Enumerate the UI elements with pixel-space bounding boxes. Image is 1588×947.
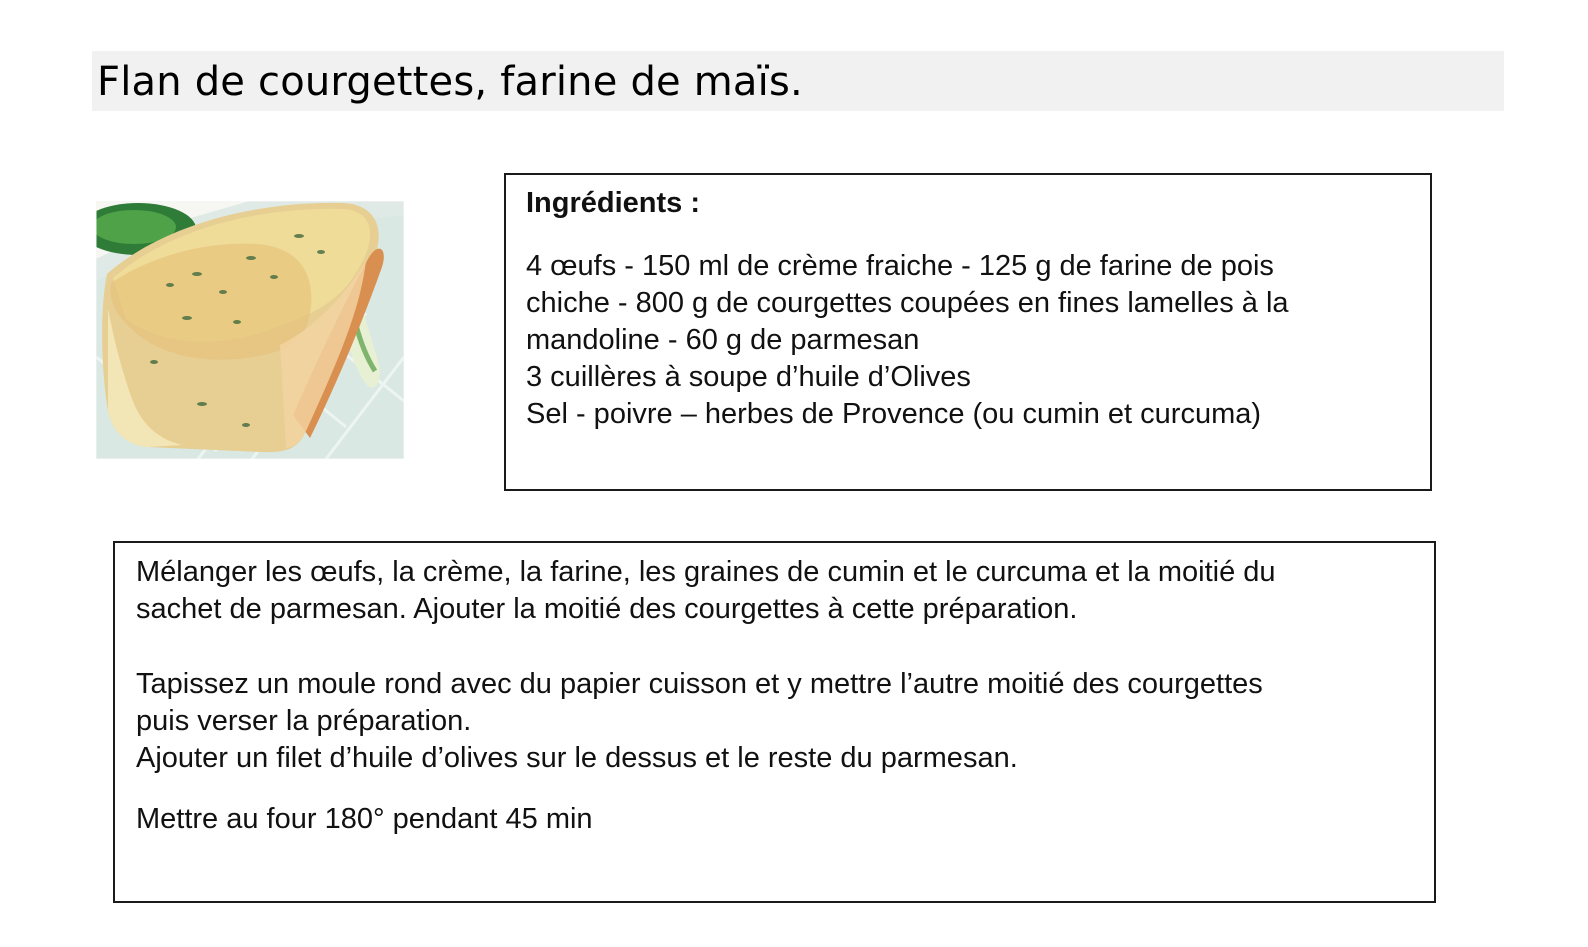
recipe-photo: [96, 201, 404, 459]
preparation-line: Mélanger les œufs, la crème, la farine, les graines de cumin et le curcuma et la moitié du: [136, 556, 1276, 588]
ingredients-line: mandoline - 60 g de parmesan: [526, 324, 920, 356]
preparation-line: sachet de parmesan. Ajouter la moitié des courgettes à cette préparation.: [136, 593, 1078, 625]
ingredients-box: [504, 173, 1432, 491]
ingredients-line: Sel - poivre – herbes de Provence (ou cumin et curcuma): [526, 398, 1262, 430]
ingredients-line: 3 cuillères à soupe d’huile d’Olives: [526, 361, 971, 393]
recipe-title: Flan de courgettes, farine de maïs.: [97, 59, 803, 105]
preparation-line: Ajouter un filet d’huile d’olives sur le dessus et le reste du parmesan.: [136, 742, 1018, 774]
title-bar: [92, 51, 1504, 111]
preparation-paragraph-1: [136, 554, 1426, 628]
ingredients-line: 4 œufs - 150 ml de crème fraiche - 125 g de farine de pois: [526, 250, 1274, 282]
preparation-paragraph-2: [136, 666, 1426, 777]
ingredients-line: chiche - 800 g de courgettes coupées en fines lamelles à la: [526, 287, 1289, 319]
preparation-line: puis verser la préparation.: [136, 705, 472, 737]
preparation-paragraph-3: [136, 801, 1426, 838]
preparation-line: Tapissez un moule rond avec du papier cuisson et y mettre l’autre moitié des courgettes: [136, 668, 1263, 700]
preparation-box: [113, 541, 1436, 903]
ingredients-list: [526, 248, 1416, 433]
preparation-line: Mettre au four 180° pendant 45 min: [136, 803, 593, 835]
ingredients-heading: Ingrédients :: [526, 187, 701, 219]
